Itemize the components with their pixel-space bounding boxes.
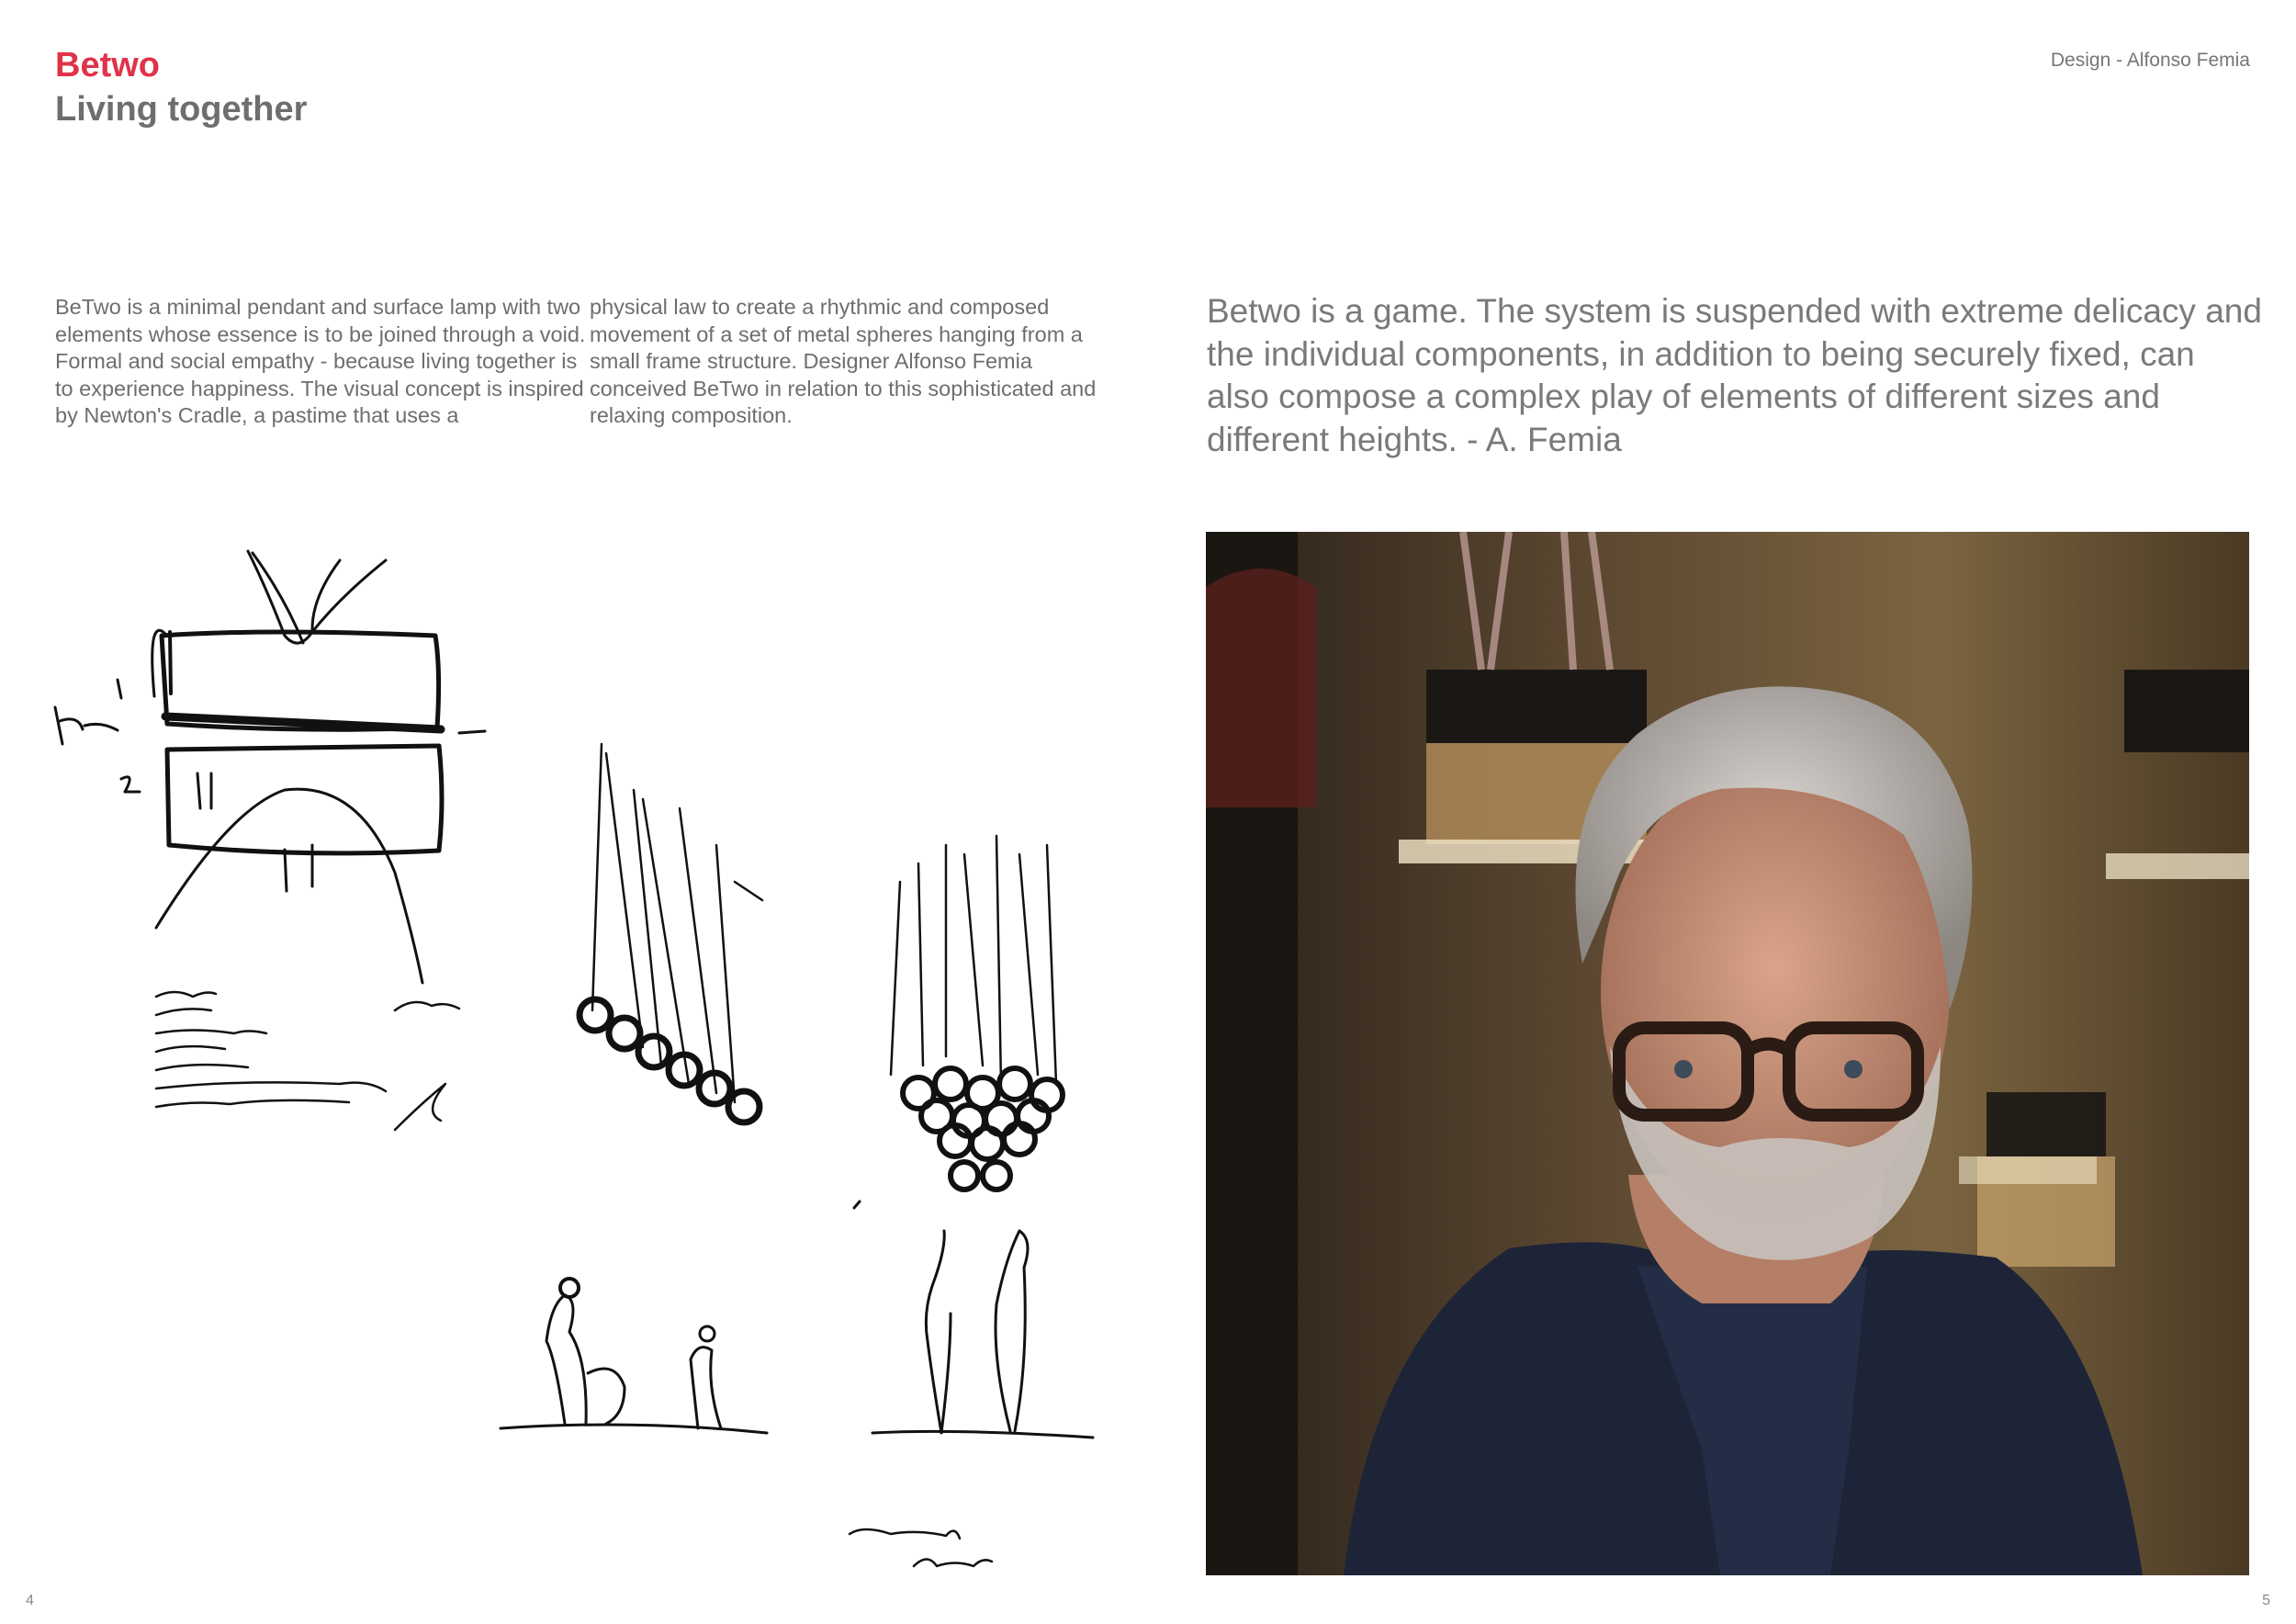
sketch-signature xyxy=(850,1529,992,1566)
body-text-column-1: BeTwo is a minimal pendant and surface lamp with two elements whose essence is to be joined through a void. Formal and social empathy - because living together is to experience happiness. The visual concept is inspired by Newton's Cradle, a pastime that uses a xyxy=(55,295,586,427)
designer-quote: Betwo is a game. The system is suspended with extreme delicacy and the individual components, in addition to being securely fixed, can also compose a complex play of elements of different sizes and different heights. - A. Femia xyxy=(1207,292,2262,458)
designer-portrait-photo xyxy=(1206,532,2249,1575)
cradle-sketch-row xyxy=(580,744,762,1122)
page-title: Betwo xyxy=(55,46,160,85)
page-subtitle: Living together xyxy=(55,90,308,129)
people-sketch-right xyxy=(854,1201,1093,1438)
body-text-column-2: physical law to create a rhythmic and composed movement of a set of metal spheres hanging from a small frame structure. Designer Alfonso Femia conceived BeTwo in relation to this sophisticated and relaxing composition. xyxy=(590,295,1097,427)
lamp-sketch-top xyxy=(55,551,485,983)
cradle-sketch-cluster xyxy=(891,836,1063,1190)
people-sketch-left xyxy=(501,1279,767,1433)
sketches-illustration xyxy=(37,533,1120,1612)
page-number-left: 4 xyxy=(26,1593,34,1608)
page-number-right: 5 xyxy=(2262,1593,2270,1608)
handwritten-notes xyxy=(156,992,459,1130)
designer-credit: Design - Alfonso Femia xyxy=(2050,50,2250,71)
